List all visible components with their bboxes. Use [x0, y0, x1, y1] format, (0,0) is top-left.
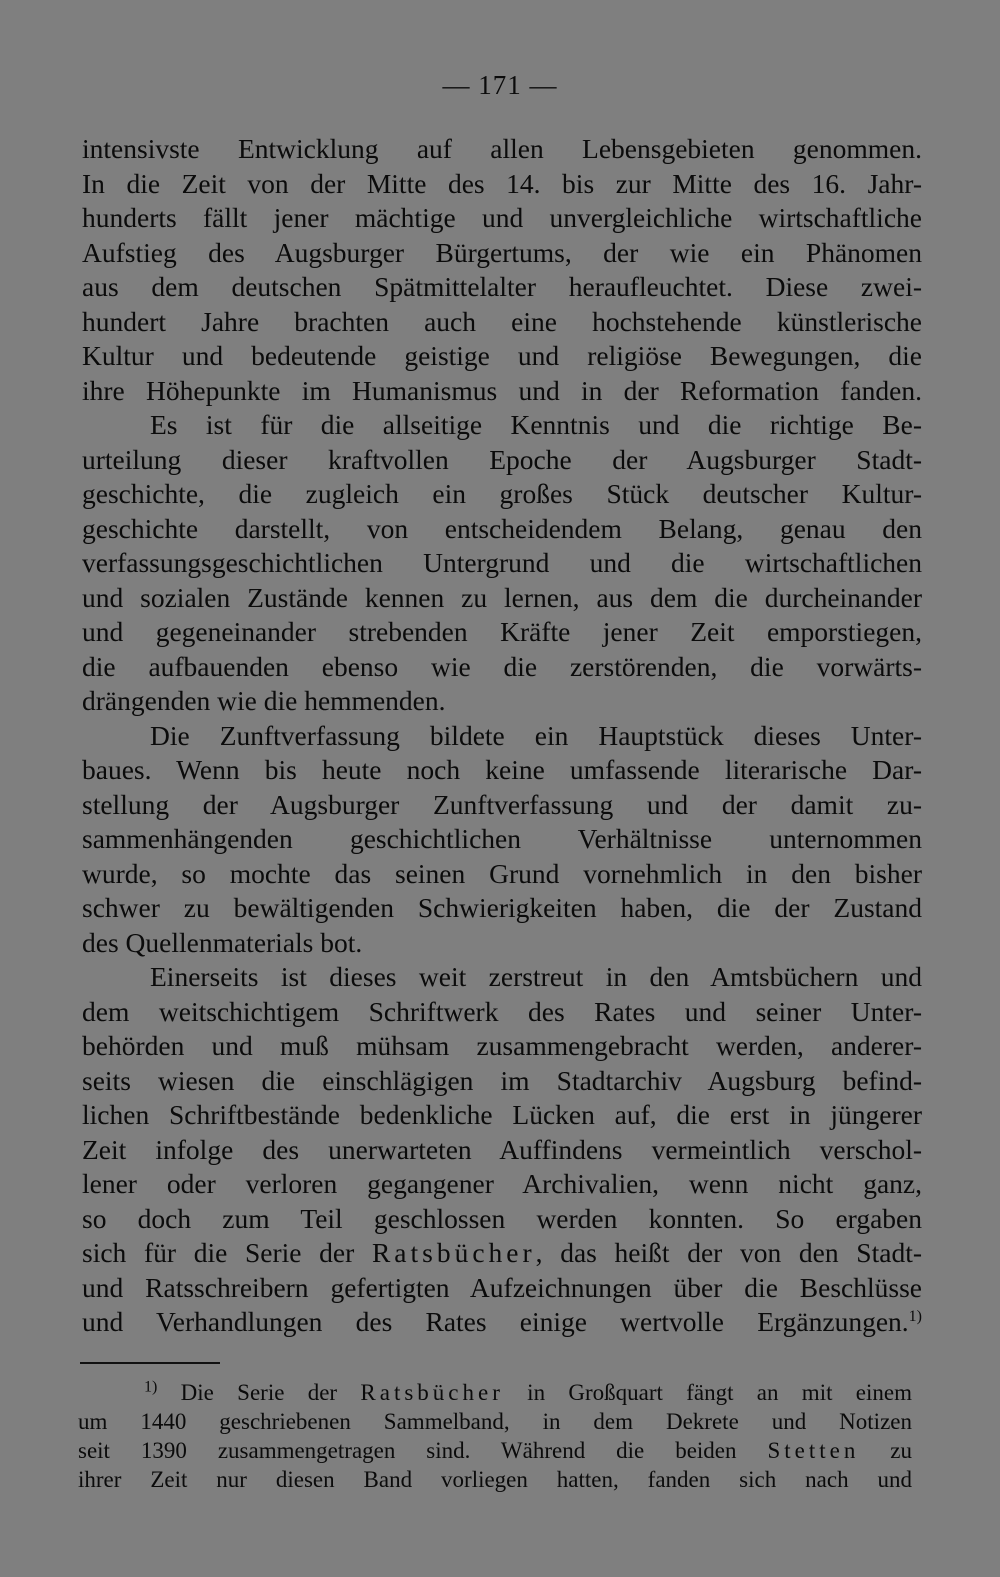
text-line: baues. Wenn bis heute noch keine umfassende literarische Dar-: [82, 754, 922, 785]
footnote-line: um 1440 geschriebenen Sammelband, in dem Dekrete und Notizen: [78, 1409, 912, 1434]
text-line: aus dem deutschen Spätmittelalter heraufleuchtet. Diese zwei-: [82, 271, 922, 302]
text-fragment: sich für die Serie der: [82, 1237, 372, 1268]
text-line: Es ist für die allseitige Kenntnis und die richtige Be-: [150, 409, 922, 440]
text-line: Aufstieg des Augsburger Bürgertums, der wie ein Phänomen: [82, 236, 922, 268]
footnote-marker: 1): [908, 1307, 922, 1325]
text-line: Die Zunftverfassung bildete ein Hauptstück dieses Unter-: [150, 719, 922, 751]
text-line: und sozialen Zustände kennen zu lernen, aus dem die durcheinander: [82, 581, 922, 613]
text-line: verfassungsgeschichtlichen Untergrund und die wirtschaftlichen: [82, 547, 922, 578]
text-fragment: zu: [859, 1438, 912, 1463]
text-fragment: und Verhandlungen des Rates einige wertvolle Ergänzungen.: [82, 1306, 909, 1337]
footnote: [78, 1378, 912, 1494]
text-line: und Ratsschreibern gefertigten Aufzeichnungen über die Beschlüsse: [82, 1271, 922, 1303]
text-line: [82, 1236, 922, 1271]
footnote-line: [78, 1436, 912, 1465]
footnote-line: ihrer Zeit nur diesen Band vorliegen hatten, fanden sich nach und: [78, 1467, 912, 1492]
text-line: behörden und muß mühsam zusammengebracht werden, anderer-: [82, 1030, 922, 1061]
text-line: geschichte darstellt, von entscheidendem Belang, genau den: [82, 512, 922, 544]
text-fragment: , das heißt der von den Stadt-: [535, 1237, 922, 1268]
text-line: ihre Höhepunkte im Humanismus und in der Reformation fanden.: [82, 374, 922, 406]
spaced-emphasis: Ratsbücher: [360, 1380, 504, 1405]
text-line: so doch zum Teil geschlossen werden konnten. So ergaben: [82, 1202, 922, 1234]
text-line: In die Zeit von der Mitte des 14. bis zur Mitte des 16. Jahr-: [82, 167, 922, 199]
text-fragment: in Großquart fängt an mit einem: [503, 1380, 912, 1405]
text-line: die aufbauenden ebenso wie die zerstörenden, die vorwärts-: [82, 650, 922, 682]
text-line: [82, 1305, 922, 1340]
body-text: [82, 132, 922, 1340]
text-line: sammenhängenden geschichtlichen Verhältnisse unternommen: [82, 823, 922, 854]
footnote-separator: [80, 1362, 220, 1364]
text-line: Zeit infolge des unerwarteten Auffindens vermeintlich verschol-: [82, 1133, 922, 1165]
text-line: und gegeneinander strebenden Kräfte jener Zeit emporstiegen,: [82, 616, 922, 647]
text-line: schwer zu bewältigenden Schwierigkeiten haben, die der Zustand: [82, 892, 922, 923]
text-line: hundert Jahre brachten auch eine hochstehende künstlerische: [82, 305, 922, 337]
text-line: stellung der Augsburger Zunftverfassung und der damit zu-: [82, 788, 922, 820]
text-line: lichen Schriftbestände bedenkliche Lücken auf, die erst in jüngerer: [82, 1099, 922, 1130]
page-number: — 171 —: [442, 70, 558, 100]
text-line: wurde, so mochte das seinen Grund vornehmlich in den bisher: [82, 857, 922, 889]
text-line: seits wiesen die einschlägigen im Stadtarchiv Augsburg befind-: [82, 1064, 922, 1096]
text-line: Einerseits ist dieses weit zerstreut in den Amtsbüchern und: [150, 961, 922, 992]
text-fragment: seit 1390 zusammengetragen sind. Während die beiden: [78, 1438, 737, 1463]
spaced-emphasis: Stetten: [767, 1438, 860, 1463]
footnote-marker: 1): [144, 1378, 158, 1396]
text-line: dem weitschichtigem Schriftwerk des Rates und seiner Unter-: [82, 995, 922, 1027]
text-line: hunderts fällt jener mächtige und unvergleichliche wirtschaftliche: [82, 202, 922, 233]
spaced-emphasis: Ratsbücher: [371, 1237, 536, 1268]
text-line: drängenden wie die hemmenden.: [82, 685, 446, 716]
text-fragment: Die Serie der: [157, 1380, 361, 1405]
text-line: lener oder verloren gegangener Archivalien, wenn nicht ganz,: [82, 1168, 922, 1199]
footnote-line: [78, 1378, 912, 1407]
text-line: geschichte, die zugleich ein großes Stück deutscher Kultur-: [82, 478, 922, 509]
text-line: intensivste Entwicklung auf allen Lebensgebieten genommen.: [82, 133, 922, 164]
text-line: des Quellenmaterials bot.: [82, 926, 363, 958]
text-line: Kultur und bedeutende geistige und religiöse Bewegungen, die: [82, 340, 922, 371]
text-line: urteilung dieser kraftvollen Epoche der Augsburger Stadt-: [82, 443, 922, 475]
